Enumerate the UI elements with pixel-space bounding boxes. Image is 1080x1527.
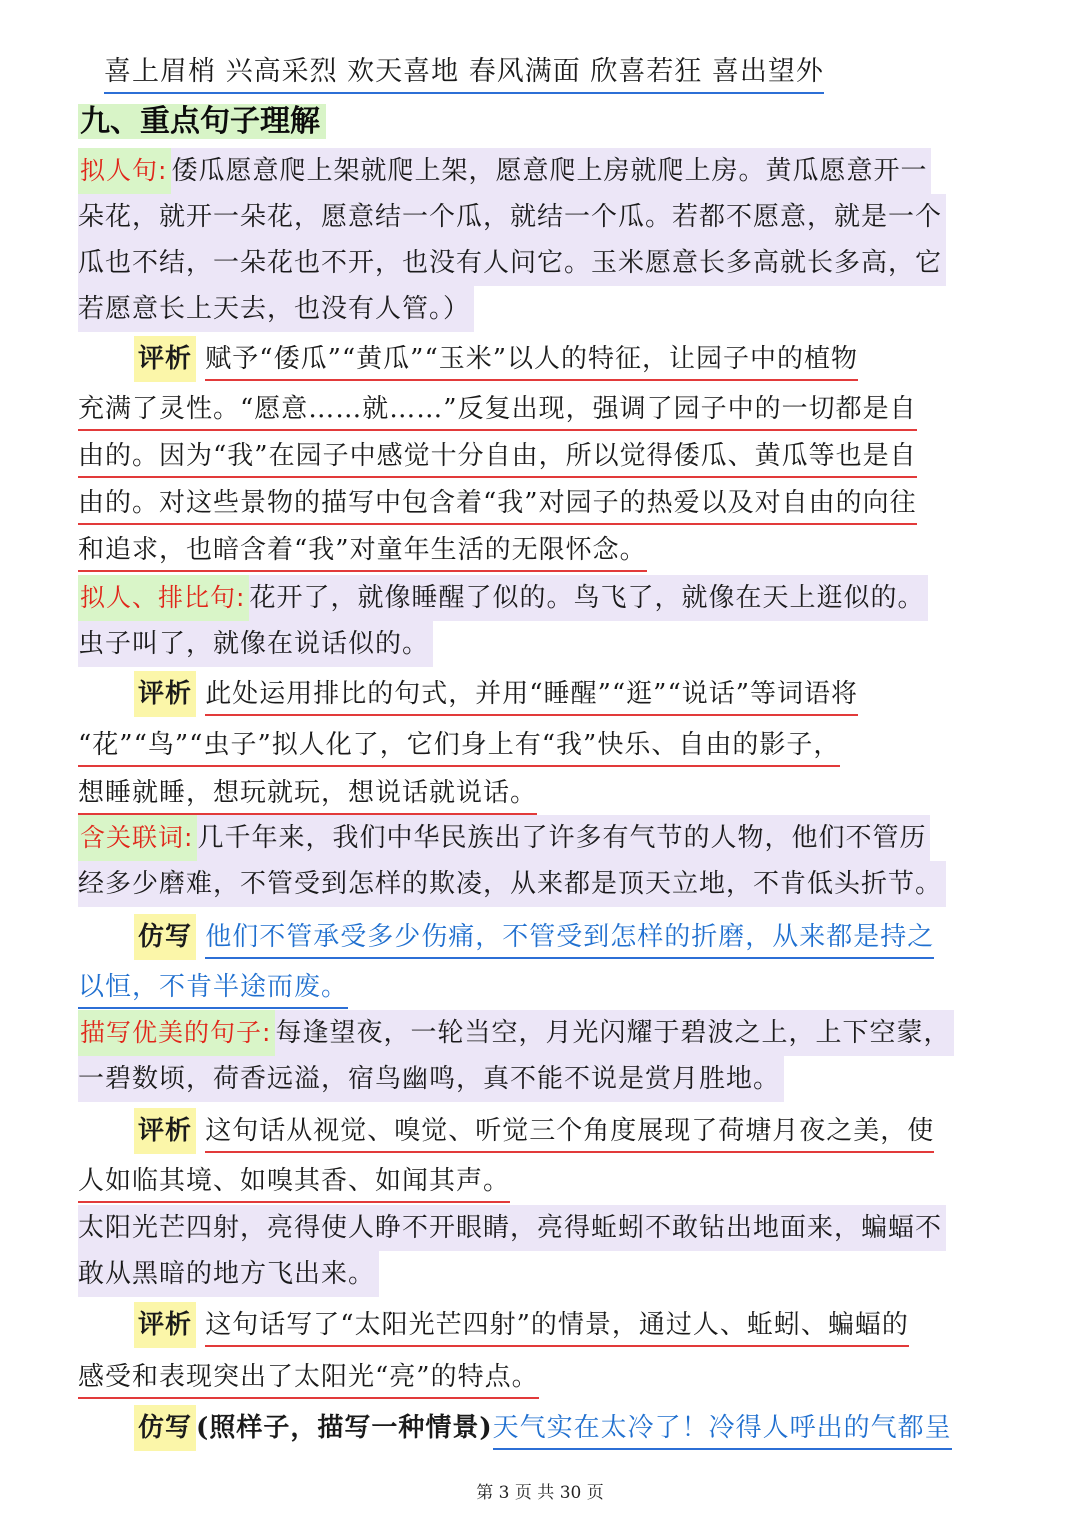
sentence-line: [78, 148, 931, 194]
sentence-text: 敢从黑暗的地方飞出来。: [78, 1251, 379, 1297]
section-title-text: 九、重点句子理解: [78, 104, 326, 139]
analysis-line: [78, 722, 840, 768]
analysis-line: [134, 671, 858, 717]
analysis-line: [78, 770, 537, 816]
analysis-text: 此处运用排比的句式，并用“睡醒”“逛”“说话”等词语将: [205, 674, 858, 716]
sentence-text: 几千年来，我们中华民族出了许多有气节的人物，他们不管历: [197, 815, 930, 861]
sentence-type-label: 含关联词:: [78, 815, 197, 861]
idiom-list: 喜上眉梢 兴高采烈 欢天喜地 春风满面 欣喜若狂 喜出望外: [104, 52, 824, 94]
analysis-line: [78, 480, 917, 526]
imitation-text: 以恒，不肯半途而废。: [78, 967, 348, 1009]
analysis-text: 这句话从视觉、嗅觉、听觉三个角度展现了荷塘月夜之美，使: [205, 1111, 934, 1153]
sentence-type-label: 描写优美的句子:: [78, 1010, 275, 1056]
sentence-line: [78, 621, 433, 667]
imitation-line: [134, 914, 934, 960]
analysis-line: [78, 1354, 539, 1400]
sentence-text: 瓜也不结，一朵花也不开，也没有人问它。玉米愿意长多高就长多高，它: [78, 240, 946, 286]
analysis-tag: 评析: [134, 336, 196, 382]
sentence-line: [78, 240, 946, 286]
analysis-tag: 评析: [134, 671, 196, 717]
analysis-text: 人如临其境、如嗅其香、如闻其声。: [78, 1161, 510, 1203]
sentence-line: [78, 1010, 954, 1056]
sentence-line: [78, 1056, 784, 1102]
analysis-line: [134, 336, 858, 382]
sentence-text: 太阳光芒四射，亮得使人睁不开眼睛，亮得蚯蚓不敢钻出地面来，蝙蝠不: [78, 1205, 946, 1251]
sentence-line: [78, 861, 946, 907]
page-number-footer: 第 3 页 共 30 页: [476, 1483, 604, 1503]
analysis-line: [78, 433, 917, 479]
analysis-text: 这句话写了“太阳光芒四射”的情景，通过人、蚯蚓、蝙蝠的: [205, 1305, 909, 1347]
sentence-type-label: 拟人句:: [78, 148, 171, 194]
analysis-line: [134, 1302, 909, 1348]
imitation-text: 天气实在太冷了！冷得人呼出的气都呈: [493, 1408, 952, 1450]
imitation-tag: 仿写: [134, 1405, 196, 1451]
sentence-line: [78, 1205, 946, 1251]
analysis-line: [78, 527, 647, 573]
imitation-text: 他们不管承受多少伤痛，不管受到怎样的折磨，从来都是持之: [205, 917, 934, 959]
sentence-text: 一碧数顷，荷香远溢，宿鸟幽鸣，真不能不说是赏月胜地。: [78, 1056, 784, 1102]
sentence-text: 虫子叫了，就像在说话似的。: [78, 621, 433, 667]
sentence-text: 朵花，就开一朵花，愿意结一个瓜，就结一个瓜。若都不愿意，就是一个: [78, 194, 946, 240]
sentence-text: 每逢望夜，一轮当空，月光闪耀于碧波之上，上下空蒙，: [275, 1010, 954, 1056]
analysis-text: 由的。对这些景物的描写中包含着“我”对园子的热爱以及对自由的向往: [78, 483, 917, 525]
analysis-text: 赋予“倭瓜”“黄瓜”“玉米”以人的特征，让园子中的植物: [205, 339, 858, 381]
analysis-text: 由的。因为“我”在园子中感觉十分自由，所以觉得倭瓜、黄瓜等也是自: [78, 436, 917, 478]
imitation-line: [134, 1405, 952, 1451]
imitation-line: [78, 964, 348, 1010]
sentence-text: 若愿意长上天去，也没有人管。）: [78, 286, 474, 332]
analysis-text: 感受和表现突出了太阳光“亮”的特点。: [78, 1357, 539, 1399]
sentence-line: [78, 286, 474, 332]
analysis-line: [134, 1108, 934, 1154]
analysis-line: [78, 1158, 510, 1204]
analysis-text: 想睡就睡，想玩就玩，想说话就说话。: [78, 773, 537, 815]
analysis-text: 充满了灵性。“愿意……就……”反复出现，强调了园子中的一切都是自: [78, 389, 917, 431]
sentence-line: [78, 194, 946, 240]
analysis-line: [78, 386, 917, 432]
sentence-line: [78, 575, 928, 621]
sentence-text: 倭瓜愿意爬上架就爬上架，愿意爬上房就爬上房。黄瓜愿意开一: [171, 148, 931, 194]
sentence-text: 经多少磨难，不管受到怎样的欺凌，从来都是顶天立地，不肯低头折节。: [78, 861, 946, 907]
sentence-text: 花开了，就像睡醒了似的。鸟飞了，就像在天上逛似的。: [249, 575, 928, 621]
sentence-type-label: 拟人、排比句:: [78, 575, 249, 621]
analysis-text: “花”“鸟”“虫子”拟人化了，它们身上有“我”快乐、自由的影子，: [78, 725, 840, 767]
analysis-tag: 评析: [134, 1302, 196, 1348]
imitation-instruction: (照样子，描写一种情景): [196, 1413, 493, 1443]
sentence-line: [78, 1251, 379, 1297]
sentence-line: [78, 815, 930, 861]
analysis-tag: 评析: [134, 1108, 196, 1154]
imitation-tag: 仿写: [134, 914, 196, 960]
analysis-text: 和追求，也暗含着“我”对童年生活的无限怀念。: [78, 530, 647, 572]
section-title: [78, 100, 326, 144]
